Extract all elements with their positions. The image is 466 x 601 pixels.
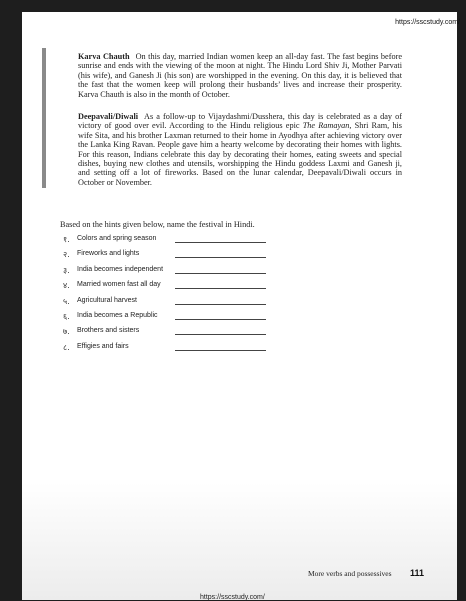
passage-karva-chauth [78,52,402,99]
item-number: ८. [63,342,70,352]
item-number: १. [63,235,70,244]
item-number: ३. [63,265,70,275]
item-hint: Brothers and sisters [77,327,140,335]
answer-blank-line[interactable] [175,304,266,305]
passage-text: On this day, married Indian women keep an all-day fast. The fast begins before sunrise and ends with the viewing of the moon at night. The Hindu Lord Shiv Ji, Mother Parvati (his wife), and Ganesh Ji (his son) are worshipped in the evening. On this day, it is believed that the fast that the women keep will prolong their husbands’ lives and increase their prosperity. Karva Chauth is also in the month of October. [78,52,402,99]
passage-text: , Shri Ram, his wife Sita, and his brother Laxman returned to their home in Ayodhya after achieving victory over the Lanka King Ravan. People gave him a hearty welcome by decorating their homes with lights. For this reason, Indians celebrate this day by decorating their homes, eating sweets and special dishes, buying new clothes and utensils, worshipping the Hindu goddess Laxmi and Ganesh ji, and setting off a lot of fireworks. Based on the lunar calendar, Deepavali/Diwali occurs in October or November. [78,121,402,187]
exercise-item [63,234,273,249]
exercise-item [63,280,273,295]
item-number: ७. [63,327,70,337]
exercise-instruction: Based on the hints given below, name the festival in Hindi. [60,220,255,229]
answer-blank-line[interactable] [175,273,266,274]
item-number: ४. [63,281,70,291]
item-number: ६. [63,311,70,321]
answer-blank-line[interactable] [175,319,266,320]
page-number: 111 [410,568,425,578]
source-url-bottom[interactable]: https://sscstudy.com/ [200,594,265,601]
footer-chapter-title: More verbs and possessives [308,569,392,578]
answer-blank-line[interactable] [175,334,266,335]
passage-title: Karva Chauth [78,52,130,61]
sidebar-accent-bar [42,48,46,188]
item-hint: Colors and spring season [77,235,157,242]
exercise-item [63,342,273,357]
answer-blank-line[interactable] [175,288,266,289]
item-number: २. [63,250,70,260]
answer-blank-line[interactable] [175,257,266,258]
passage-title: Deepavali/Diwali [78,112,139,121]
item-hint: India becomes independent [77,265,164,273]
answer-blank-line[interactable] [175,350,266,351]
source-url-top[interactable]: https://sscstudy.com/ [395,19,460,26]
item-hint: Agricultural harvest [77,296,137,304]
item-number: ५. [63,296,70,306]
passage-italic-title: The Ramayan [302,121,350,131]
answer-blank-line[interactable] [175,242,266,243]
item-hint: Effigies and fairs [77,342,129,350]
item-hint: Fireworks and lights [77,250,140,258]
exercise-item [63,296,273,311]
passage-text: As a follow-up to Vijaydashmi/Dusshera, this day is celebrated as a day of victory of good over evil. According to the Hindu religious epic [78,112,402,131]
item-hint: India becomes a Republic [77,311,158,319]
exercise-item [63,311,273,326]
exercise-item [63,326,273,341]
exercise-list [63,234,273,357]
exercise-item [63,249,273,264]
item-hint: Married women fast all day [77,281,161,289]
passage-diwali [78,112,402,187]
exercise-item [63,265,273,280]
